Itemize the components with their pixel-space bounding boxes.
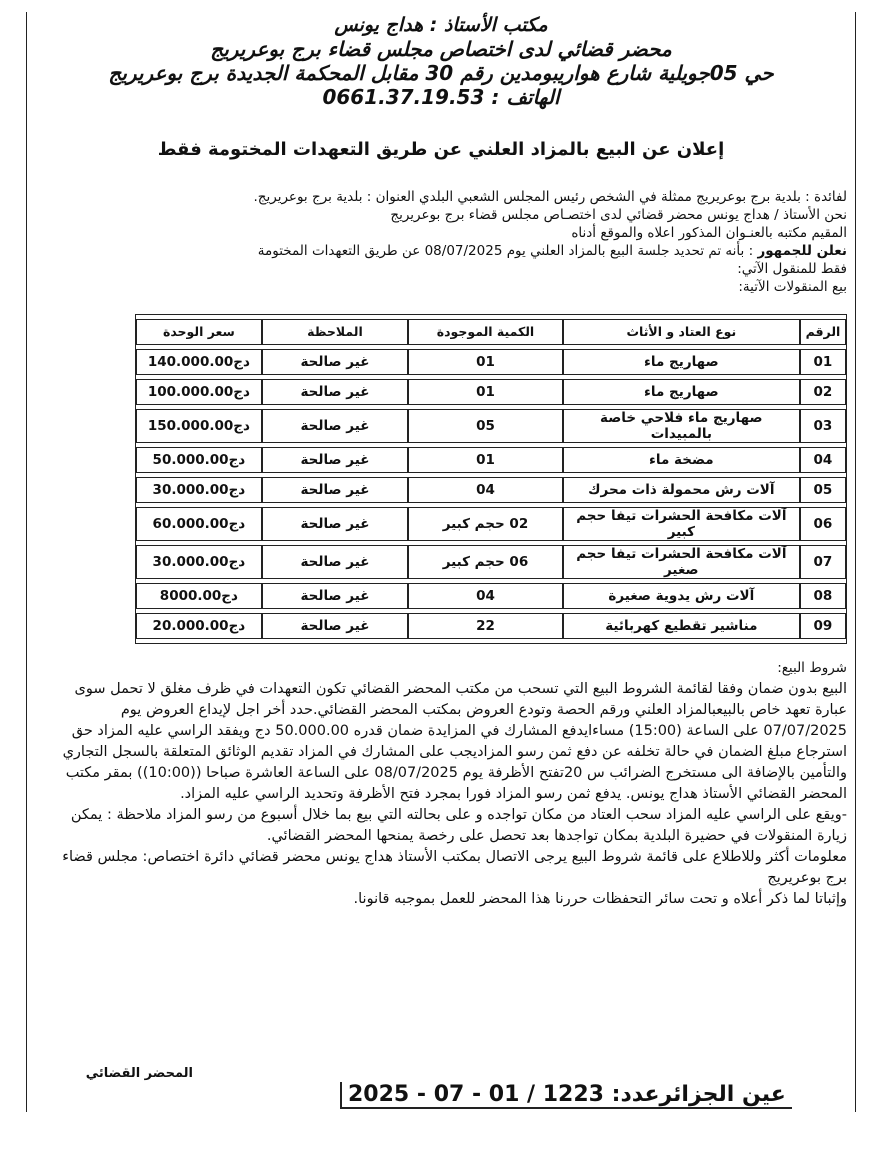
document-page [26, 12, 856, 1112]
terms-paragraph-1: البيع بدون ضمان وفقا لقائمة الشروط البيع التي تسحب من مكتب المحضر القضائي تكون التعهدات في ظرف مغلق لا تحمل سوى عبارة تعهد خاص بالبيعبالمزاد العلني ورقم الحصة وتودع العروض بمكتب المحضر القضائي.حدد أخر اجل لإيداع العروض يوم 07/07/2025 على الساعة (15:00) مساءايدفع المشارك في المزايدة ضمان قدره 50.000.00 دج ويفقد الراسي عليه المزاد حق استرجاع مبلغ الضمان في حالة تخلفه عن دفع ثمن رسو المزاديجب على المشارك في المزاد تقديم الوثائق المتعلقة بالسجل التجاري والتأمين بالإضافة الى مستخرج الضرائب س 20تفتح الأظرفة يوم 08/07/2025 على الساعة العاشرة صباحا ((10:00)) بمقر مكتب المحضر القضائي الأستاذ هداج يونس. يدفع ثمن رسو المزاد فورا بمجرد فتح الأظرفة وتحديد الراسي عليه المزاد. [62, 680, 847, 802]
header-quantity: الكمية الموجودة [408, 319, 563, 345]
row-number: 05 [800, 477, 846, 503]
table-row [136, 447, 846, 473]
sale-items-line: بيع المنقولات الآتية: [738, 278, 847, 295]
row-type: آلات مكافحة الحشرات تيفا حجم صغير [563, 545, 800, 579]
terms-heading: شروط البيع: [777, 659, 847, 676]
table-row [136, 545, 846, 579]
row-quantity: 01 [408, 349, 563, 375]
row-note: غير صالحة [262, 477, 408, 503]
terms-paragraph-3: معلومات أكثر وللاطلاع على قائمة شروط البيع يرجى الاتصال بمكتب الأستاذ هداج يونس محضر قضائي دائرة اختصاص: مجلس قضاء برج بوعريريج [62, 848, 847, 886]
row-type: آلات مكافحة الحشرات تيفا حجم كبير [563, 507, 800, 541]
table-row [136, 583, 846, 609]
row-quantity: 01 [408, 447, 563, 473]
movable-line: فقط للمنقول الآتي: [737, 260, 847, 277]
row-type: صهاريج ماء [563, 349, 800, 375]
row-note: غير صالحة [262, 379, 408, 405]
row-number: 06 [800, 507, 846, 541]
public-notice-text: : بأنه تم تحديد جلسة البيع بالمزاد العلني يوم 08/07/2025 عن طريق التعهدات المختومة [257, 242, 758, 259]
row-price: 30.000.00دج [136, 477, 262, 503]
row-type: مضخة ماء [563, 447, 800, 473]
row-price: 140.000.00دج [136, 349, 262, 375]
row-quantity: 01 [408, 379, 563, 405]
registration-stamp: عين الجزائرعدد: 1223 / 01 - 07 - 2025 [340, 1082, 792, 1109]
row-note: غير صالحة [262, 409, 408, 443]
row-quantity: 05 [408, 409, 563, 443]
row-quantity: 22 [408, 613, 563, 639]
table-row [136, 349, 846, 375]
public-notice-line [47, 242, 847, 260]
row-type: مناشير تقطيع كهربائية [563, 613, 800, 639]
table-row [136, 477, 846, 503]
row-price: 150.000.00دج [136, 409, 262, 443]
header-number: الرقم [800, 319, 846, 345]
table-row [136, 409, 846, 443]
office-name: مكتب الأستاذ : هداج يونس [334, 14, 548, 36]
row-quantity: 04 [408, 583, 563, 609]
row-note: غير صالحة [262, 349, 408, 375]
row-price: 100.000.00دج [136, 379, 262, 405]
table-header-row [136, 319, 846, 345]
row-price: 20.000.00دج [136, 613, 262, 639]
table-row [136, 507, 846, 541]
row-price: 8000.00دج [136, 583, 262, 609]
bailiff-title: محضر قضائي لدى اختصاص مجلس قضاء برج بوعريريج [210, 36, 672, 61]
table-row [136, 379, 846, 405]
row-note: غير صالحة [262, 545, 408, 579]
table-row [136, 613, 846, 639]
header-type: نوع العتاد و الأثاث [563, 319, 800, 345]
intro-section [27, 188, 855, 296]
row-number: 01 [800, 349, 846, 375]
bailiff-signature-label: المحضر القضائي [85, 1066, 193, 1081]
row-number: 03 [800, 409, 846, 443]
row-quantity: 04 [408, 477, 563, 503]
beneficiary-line: لفائدة : بلدية برج بوعريريج ممثلة في الشخص رئيس المجلس الشعبي البلدي العنوان : بلدية برج بوعريريج. [253, 188, 847, 205]
office-phone: الهاتف : 0661.37.19.53 [322, 84, 560, 109]
public-notice-label: نعلن للجمهور [757, 242, 847, 259]
terms-paragraph-2: -ويقع على الراسي عليه المزاد سحب العتاد من مكان تواجده و على بحالته التي بيع بما خلال أسبوع من رسو المزاد ملاحظة : يمكن زيارة المنقولات في حضيرة البلدية بمكان تواجدها بعد تحصل على رخصة يمنحها المحضر القضائي. [70, 806, 847, 844]
row-number: 09 [800, 613, 846, 639]
row-price: 50.000.00دج [136, 447, 262, 473]
row-note: غير صالحة [262, 507, 408, 541]
row-type: آلات رش يدوية صغيرة [563, 583, 800, 609]
office-address: حي 05جويلية شارع هواريبومدين رقم 30 مقابل المحكمة الجديدة برج بوعريريج [108, 60, 774, 85]
row-note: غير صالحة [262, 613, 408, 639]
row-note: غير صالحة [262, 583, 408, 609]
row-number: 07 [800, 545, 846, 579]
row-price: 60.000.00دج [136, 507, 262, 541]
row-type: صهاريج ماء فلاحي خاصة بالمبيدات [563, 409, 800, 443]
bailiff-line: نحن الأستاذ / هداج يونس محضر قضائي لدى اختصـاص مجلس قضاء برج بوعريريج [390, 206, 847, 223]
row-number: 08 [800, 583, 846, 609]
goods-table [135, 314, 847, 644]
row-number: 02 [800, 379, 846, 405]
sale-terms-section [27, 658, 855, 910]
row-note: غير صالحة [262, 447, 408, 473]
residence-line: المقيم مكتبه بالعنـوان المذكور اعلاه والموقع أدناه [571, 224, 847, 241]
row-number: 04 [800, 447, 846, 473]
row-quantity: 06 حجم كبير [408, 545, 563, 579]
announcement-title: إعلان عن البيع بالمزاد العلني عن طريق التعهدات المختومة فقط [157, 138, 725, 160]
terms-paragraph-4: وإثباتا لما ذكر أعلاه و تحت سائر التحفظات حررنا هذا المحضر للعمل بموجبه قانونا. [353, 890, 847, 907]
row-type: آلات رش محمولة ذات محرك [563, 477, 800, 503]
row-quantity: 02 حجم كبير [408, 507, 563, 541]
row-price: 30.000.00دج [136, 545, 262, 579]
header-note: الملاحظة [262, 319, 408, 345]
header-unit-price: سعر الوحدة [136, 319, 262, 345]
row-type: صهاريج ماء [563, 379, 800, 405]
